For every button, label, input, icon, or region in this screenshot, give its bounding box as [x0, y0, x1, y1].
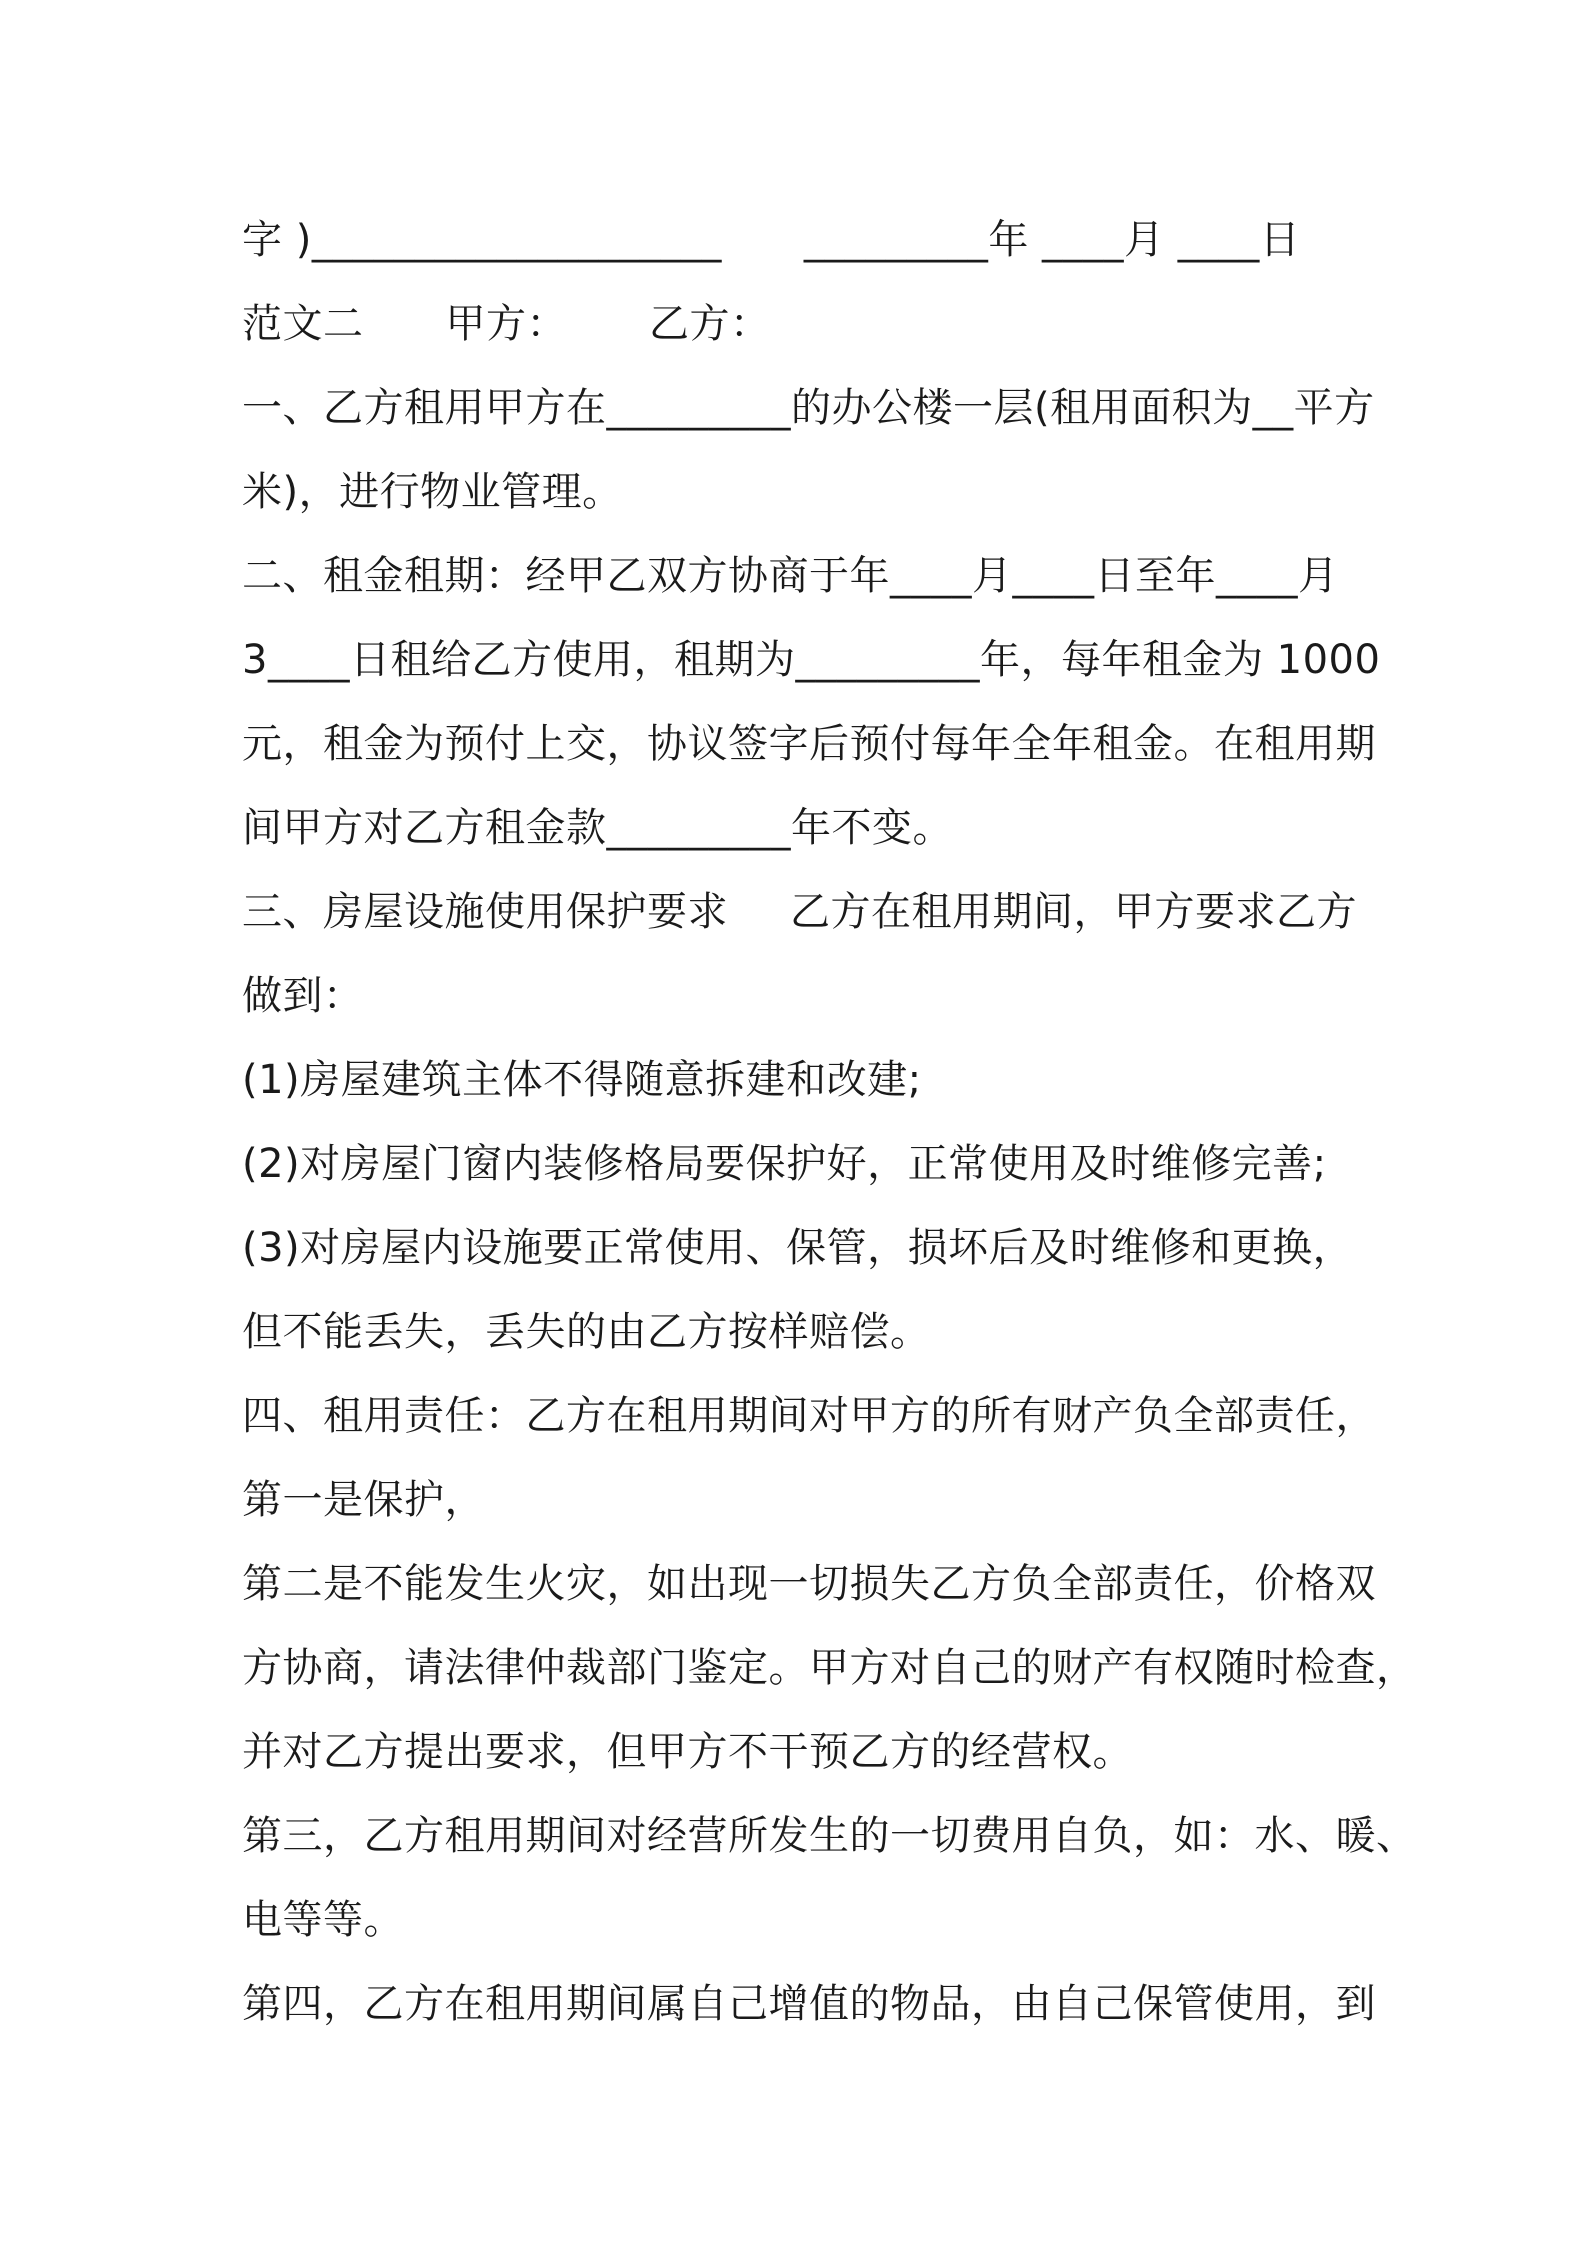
section-three-title: 三、房屋设施使用保护要求 — [242, 889, 728, 935]
paragraph-line: 元，租金为预付上交，协议签字后预付每年全年租金。在租用期 — [242, 721, 1376, 767]
paragraph-line: 并对乙方提出要求，但甲方不干预乙方的经营权。 — [242, 1729, 1133, 1775]
list-item: (2)对房屋门窗内装修格局要保护好，正常使用及时维修完善; — [242, 1141, 1327, 1187]
paragraph-line: 第一是保护， — [242, 1477, 485, 1523]
list-item: (1)房屋建筑主体不得随意拆建和改建; — [242, 1057, 922, 1103]
document-body — [242, 198, 1417, 2046]
paragraph-line: 第三，乙方租用期间对经营所发生的一切费用自负，如：水、暖、 — [242, 1813, 1417, 1859]
paragraph-line: 米)，进行物业管理。 — [242, 469, 623, 515]
party-b-label: 乙方： — [649, 301, 771, 347]
sample-heading-line — [242, 282, 1357, 366]
section-three-heading-line — [242, 870, 1357, 954]
paragraph-line: 第四，乙方在租用期间属自己增值的物品，由自己保管使用，到 — [242, 1981, 1376, 2027]
paragraph-line: 第二是不能发生火灾，如出现一切损失乙方负全部责任，价格双 — [242, 1561, 1376, 1607]
paragraph-line: 四、租用责任：乙方在租用期间对甲方的所有财产负全部责任， — [242, 1393, 1376, 1439]
paragraph-line: 二、租金租期：经甲乙双方协商于年____月____日至年____月 — [242, 553, 1339, 599]
paragraph-line: 方协商，请法律仲裁部门鉴定。甲方对自己的财产有权随时检查， — [242, 1645, 1417, 1691]
date-blank: _________年 ____月 ____日 — [803, 217, 1301, 263]
paragraph-line: 间甲方对乙方租金款_________年不变。 — [242, 805, 953, 851]
paragraph-line: 电等等。 — [242, 1897, 404, 1943]
party-a-label: 甲方： — [445, 301, 567, 347]
signature-blank: 字 )____________________ — [242, 217, 722, 263]
paragraph-line: 3____日租给乙方使用，租期为_________年，每年租金为 1000 — [242, 637, 1381, 683]
paragraph-line: 做到： — [242, 973, 364, 1019]
sample-title: 范文二 — [242, 301, 364, 347]
paragraph-line: 但不能丢失，丢失的由乙方按样赔偿。 — [242, 1309, 931, 1355]
signature-date-line — [242, 198, 1357, 282]
list-item: (3)对房屋内设施要正常使用、保管，损坏后及时维修和更换， — [242, 1225, 1354, 1271]
paragraph-line: 一、乙方租用甲方在_________的办公楼一层(租用面积为__平方 — [242, 385, 1375, 431]
section-three-intro: 乙方在租用期间，甲方要求乙方 — [790, 889, 1357, 935]
